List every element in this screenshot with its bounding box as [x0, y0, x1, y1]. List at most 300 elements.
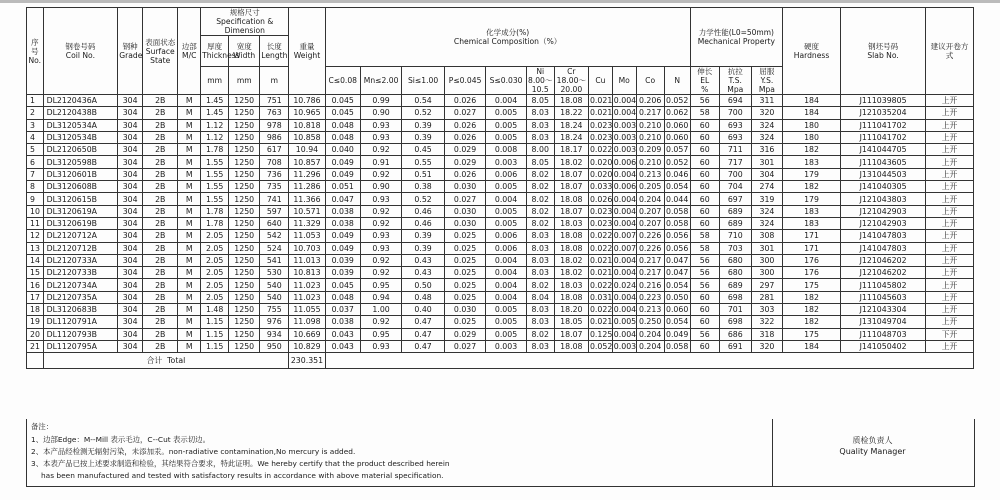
cell-edge: M — [178, 168, 201, 180]
cell-s: 0.005 — [486, 217, 526, 229]
cell-p: 0.026 — [444, 95, 485, 107]
note-line-1: 1、边部Edge：M--Mill 表示毛边，C--Cut 表示切边。 — [31, 435, 210, 444]
cell-mo: 0.004 — [613, 329, 637, 339]
table-header — [27, 8, 974, 95]
cell-s: 0.005 — [486, 205, 526, 217]
cell-p: 0.025 — [444, 242, 485, 254]
thickness-header: 厚度 Thickness — [201, 36, 229, 67]
cell-w: 1250 — [229, 156, 260, 168]
cell-s: 0.004 — [486, 254, 526, 266]
cell-hd: 179 — [783, 193, 841, 205]
table-row — [27, 316, 974, 328]
cell-t: 1.55 — [201, 181, 229, 193]
cell-open: 上开 — [926, 230, 974, 242]
cell-co: 0.223 — [636, 291, 664, 303]
cell-si: 0.39 — [402, 131, 445, 143]
cell-co: 0.217 — [636, 107, 664, 119]
cell-grade: 304 — [118, 279, 143, 291]
cell-mn: 0.92 — [360, 217, 401, 229]
cr-header: Cr 18.00～20.00 — [554, 67, 588, 95]
cell-co: 0.206 — [636, 95, 664, 107]
cell-co: 0.204 — [636, 340, 664, 352]
cell-si: 0.39 — [402, 242, 445, 254]
cell-ni: 8.03 — [526, 316, 554, 328]
cell-c: 0.038 — [325, 316, 360, 328]
cell-mo: 0.007 — [613, 243, 637, 253]
cell-n: 0.056 — [665, 243, 689, 253]
cell-t: 1.15 — [201, 328, 229, 340]
total-blank — [27, 353, 44, 369]
cell-si: 0.50 — [402, 279, 445, 291]
cell-w: 1250 — [229, 144, 260, 156]
cell-l: 540 — [260, 291, 289, 303]
cell-cr: 18.02 — [554, 156, 588, 168]
cell-coil: DL3120534B — [43, 131, 118, 143]
cell-ni: 8.03 — [526, 267, 554, 279]
cell-ts: 704 — [719, 181, 751, 193]
cell-mo: 0.004 — [613, 219, 637, 229]
cell-ts: 689 — [719, 279, 751, 291]
cell-ts: 680 — [719, 267, 751, 279]
cell-cr: 18.08 — [554, 242, 588, 254]
cell-wt: 11.013 — [289, 254, 325, 266]
cell-surface: 2B — [143, 181, 178, 193]
cell-p: 0.025 — [444, 291, 485, 303]
cell-c: 0.048 — [325, 131, 360, 143]
cell-mn: 0.90 — [360, 107, 401, 119]
cell-slab: J141050402 — [841, 340, 926, 352]
mo-header: Mo — [612, 67, 636, 95]
cell-co: 0.226 — [636, 242, 664, 254]
cell-c: 0.038 — [325, 217, 360, 229]
cell-no: 2 — [27, 107, 44, 119]
cell-hd: 171 — [783, 230, 841, 242]
cell-s: 0.005 — [486, 316, 526, 328]
cell-no: 16 — [27, 279, 44, 291]
cell-p: 0.029 — [444, 144, 485, 156]
cell-coil: DL2120733B — [43, 267, 118, 279]
cell-el: 58 — [690, 242, 719, 254]
cell-ni: 8.00 — [526, 144, 554, 156]
cell-ni: 8.03 — [526, 131, 554, 143]
cell-surface: 2B — [143, 316, 178, 328]
cell-s: 0.006 — [486, 242, 526, 254]
mn-header: Mn≤2.00 — [360, 67, 401, 95]
cell-p: 0.030 — [444, 205, 485, 217]
cell-hd: 183 — [783, 205, 841, 217]
cell-coil: DL2120733A — [43, 254, 118, 266]
cell-si: 0.43 — [402, 267, 445, 279]
cell-l: 986 — [260, 131, 289, 143]
cell-wt: 10.94 — [289, 144, 325, 156]
cell-w: 1250 — [229, 340, 260, 352]
cell-ys: 311 — [751, 95, 782, 107]
table-row — [27, 205, 974, 217]
cell-l: 751 — [260, 95, 289, 107]
cell-cu: 0.021 — [589, 317, 613, 327]
cell-no: 13 — [27, 242, 44, 254]
cell-s: 0.004 — [486, 291, 526, 303]
cell-grade: 304 — [118, 291, 143, 303]
cell-mn: 0.93 — [360, 193, 401, 205]
cell-c: 0.043 — [325, 328, 360, 340]
cell-el: 60 — [690, 205, 719, 217]
cell-mo: 0.003 — [613, 342, 637, 352]
cell-ts: 693 — [719, 131, 751, 143]
cell-mo: 0.004 — [613, 108, 637, 118]
cell-no: 17 — [27, 291, 44, 303]
cell-slab: J121042903 — [841, 205, 926, 217]
cell-open: 下开 — [926, 328, 974, 340]
cell-open: 上开 — [926, 217, 974, 229]
cell-slab: J141047803 — [841, 242, 926, 254]
cell-c: 0.038 — [325, 205, 360, 217]
cell-wt: 10.965 — [289, 107, 325, 119]
cell-s: 0.005 — [486, 107, 526, 119]
cell-co: 0.217 — [636, 254, 664, 266]
cell-coil: DL2120712A — [43, 230, 118, 242]
cell-grade: 304 — [118, 328, 143, 340]
cell-ts: 710 — [719, 230, 751, 242]
cell-p: 0.027 — [444, 193, 485, 205]
cell-wt: 10.858 — [289, 131, 325, 143]
cell-cr: 18.22 — [554, 107, 588, 119]
cell-p: 0.025 — [444, 267, 485, 279]
note-line-2: 2、本产品经检测无辐射污染，未添加汞。non-radiative contamination,No mercury is added. — [31, 447, 356, 456]
cell-grade: 304 — [118, 230, 143, 242]
cell-open: 上开 — [926, 181, 974, 193]
cell-mn: 0.90 — [360, 181, 401, 193]
cell-el: 60 — [690, 181, 719, 193]
cell-ni: 8.02 — [526, 168, 554, 180]
cell-cr: 18.05 — [554, 316, 588, 328]
cell-l: 541 — [260, 254, 289, 266]
cell-open: 上开 — [926, 144, 974, 156]
cell-mo: 0.004 — [613, 305, 637, 315]
cell-hd: 179 — [783, 168, 841, 180]
cell-no: 19 — [27, 316, 44, 328]
cell-w: 1250 — [229, 119, 260, 131]
cell-wt: 10.857 — [289, 156, 325, 168]
cell-cu: 0.023 — [589, 120, 613, 130]
cell-c: 0.045 — [325, 95, 360, 107]
cell-cr: 18.08 — [554, 340, 588, 352]
cell-p: 0.027 — [444, 340, 485, 352]
cell-surface: 2B — [143, 230, 178, 242]
cell-open: 上开 — [926, 168, 974, 180]
cell-t: 1.15 — [201, 316, 229, 328]
cell-co: 0.210 — [636, 131, 664, 143]
cell-w: 1250 — [229, 316, 260, 328]
cell-grade: 304 — [118, 217, 143, 229]
cell-c: 0.049 — [325, 242, 360, 254]
cell-l: 640 — [260, 217, 289, 229]
coil-header: 钢卷号码 Coil No. — [43, 8, 118, 95]
cell-n: 0.058 — [665, 206, 689, 216]
cell-mo: 0.003 — [613, 120, 637, 130]
cell-ys: 308 — [751, 230, 782, 242]
cell-ts: 697 — [719, 193, 751, 205]
cell-c: 0.037 — [325, 304, 360, 316]
edge-header: 边部 M/C — [178, 8, 201, 95]
cell-mn: 0.92 — [360, 316, 401, 328]
cell-t: 1.12 — [201, 119, 229, 131]
cell-ni: 8.02 — [526, 217, 554, 229]
cell-no: 4 — [27, 131, 44, 143]
cell-open: 上开 — [926, 267, 974, 279]
cell-no: 6 — [27, 156, 44, 168]
cell-ts: 680 — [719, 254, 751, 266]
cell-c: 0.045 — [325, 107, 360, 119]
cell-cr: 18.08 — [554, 291, 588, 303]
cell-edge: M — [178, 156, 201, 168]
cell-co: 0.210 — [636, 156, 664, 168]
cell-p: 0.025 — [444, 230, 485, 242]
cell-coil: DL3120601B — [43, 168, 118, 180]
cell-si: 0.39 — [402, 230, 445, 242]
el-header: 伸长 EL % — [690, 67, 719, 95]
cell-el: 60 — [690, 131, 719, 143]
cell-si: 0.47 — [402, 316, 445, 328]
cell-t: 1.48 — [201, 304, 229, 316]
cell-l: 978 — [260, 119, 289, 131]
total-filler — [325, 353, 973, 369]
cell-hd: 184 — [783, 107, 841, 119]
cell-edge: M — [178, 217, 201, 229]
cell-n: 0.057 — [665, 145, 689, 155]
cell-wt: 11.329 — [289, 217, 325, 229]
cell-slab: J141044705 — [841, 144, 926, 156]
cell-w: 1250 — [229, 181, 260, 193]
notes-box — [26, 419, 773, 487]
cell-co: 0.210 — [636, 119, 664, 131]
cell-mn: 0.93 — [360, 119, 401, 131]
width-unit: mm — [229, 67, 260, 95]
cell-slab: J121042903 — [841, 217, 926, 229]
cell-grade: 304 — [118, 267, 143, 279]
cell-cr: 18.07 — [554, 181, 588, 193]
quality-manager-box — [771, 419, 975, 487]
cell-c: 0.049 — [325, 156, 360, 168]
cell-edge: M — [178, 254, 201, 266]
cell-t: 1.45 — [201, 95, 229, 107]
cell-wt: 10.669 — [289, 328, 325, 340]
cell-w: 1250 — [229, 267, 260, 279]
cell-t: 2.05 — [201, 254, 229, 266]
table-body — [27, 95, 974, 353]
cell-p: 0.026 — [444, 168, 485, 180]
cell-s: 0.003 — [486, 340, 526, 352]
cell-surface: 2B — [143, 267, 178, 279]
cell-ni: 8.03 — [526, 230, 554, 242]
cell-n: 0.060 — [665, 305, 689, 315]
cell-p: 0.030 — [444, 181, 485, 193]
cell-co: 0.205 — [636, 181, 664, 193]
cell-edge: M — [178, 316, 201, 328]
cell-ts: 703 — [719, 242, 751, 254]
cell-t: 1.45 — [201, 107, 229, 119]
cell-cu: 0.020 — [589, 157, 613, 167]
cell-mn: 0.99 — [360, 95, 401, 107]
cell-ys: 320 — [751, 107, 782, 119]
cell-c: 0.048 — [325, 291, 360, 303]
cell-ts: 711 — [719, 144, 751, 156]
cell-no: 7 — [27, 168, 44, 180]
cell-surface: 2B — [143, 242, 178, 254]
cell-l: 763 — [260, 107, 289, 119]
cell-open: 上开 — [926, 156, 974, 168]
cell-surface: 2B — [143, 205, 178, 217]
cell-mo: 0.006 — [613, 182, 637, 192]
cell-mo: 0.007 — [613, 231, 637, 241]
cell-surface: 2B — [143, 168, 178, 180]
cell-wt: 11.366 — [289, 193, 325, 205]
cell-no: 12 — [27, 230, 44, 242]
cell-coil: DL1120791A — [43, 316, 118, 328]
cell-mo: 0.004 — [613, 256, 637, 265]
cell-surface: 2B — [143, 254, 178, 266]
cell-n: 0.060 — [665, 133, 689, 143]
cell-w: 1250 — [229, 131, 260, 143]
cell-mo: 0.006 — [613, 157, 637, 167]
cell-c: 0.039 — [325, 254, 360, 266]
cell-el: 60 — [690, 119, 719, 131]
cell-n: 0.058 — [665, 342, 689, 352]
cell-surface: 2B — [143, 291, 178, 303]
cell-hd: 183 — [783, 156, 841, 168]
cell-t: 2.05 — [201, 242, 229, 254]
cell-p: 0.030 — [444, 217, 485, 229]
cell-cu: 0.022 — [589, 280, 613, 290]
table-row — [27, 254, 974, 266]
cell-si: 0.48 — [402, 291, 445, 303]
cell-slab: J131049704 — [841, 316, 926, 328]
cell-no: 15 — [27, 267, 44, 279]
cell-coil: DL3120683B — [43, 304, 118, 316]
cell-mn: 0.95 — [360, 328, 401, 340]
cell-n: 0.050 — [665, 292, 689, 302]
cell-mo: 0.005 — [613, 317, 637, 327]
cell-c: 0.040 — [325, 144, 360, 156]
cell-no: 14 — [27, 254, 44, 266]
length-unit: m — [260, 67, 289, 95]
cell-ys: 301 — [751, 242, 782, 254]
cell-coil: DL2120438B — [43, 107, 118, 119]
cell-surface: 2B — [143, 340, 178, 352]
cell-open: 上开 — [926, 205, 974, 217]
cell-si: 0.43 — [402, 254, 445, 266]
cell-n: 0.047 — [665, 256, 689, 265]
cell-mn: 0.93 — [360, 242, 401, 254]
cell-coil: DL1120793B — [43, 328, 118, 340]
cell-t: 1.78 — [201, 144, 229, 156]
cell-ts: 698 — [719, 316, 751, 328]
material-certificate-table — [26, 7, 974, 369]
cell-cr: 18.24 — [554, 119, 588, 131]
cell-s: 0.006 — [486, 168, 526, 180]
cell-si: 0.52 — [402, 193, 445, 205]
cell-no: 3 — [27, 119, 44, 131]
cell-hd: 182 — [783, 304, 841, 316]
cell-el: 60 — [690, 316, 719, 328]
cell-edge: M — [178, 242, 201, 254]
cell-ts: 689 — [719, 217, 751, 229]
cell-el: 60 — [690, 168, 719, 180]
cell-surface: 2B — [143, 119, 178, 131]
cell-p: 0.026 — [444, 119, 485, 131]
cell-hd: 175 — [783, 279, 841, 291]
cell-open: 上开 — [926, 279, 974, 291]
cell-grade: 304 — [118, 131, 143, 143]
weight-header: 重量 Weight — [289, 8, 325, 95]
cell-mo: 0.004 — [613, 169, 637, 179]
cell-no: 11 — [27, 217, 44, 229]
table-row — [27, 304, 974, 316]
cell-edge: M — [178, 131, 201, 143]
cell-cu: 0.021 — [589, 96, 613, 106]
cell-ni: 8.02 — [526, 193, 554, 205]
cell-n: 0.054 — [665, 317, 689, 327]
cell-s: 0.005 — [486, 119, 526, 131]
cell-no: 1 — [27, 95, 44, 107]
cell-c: 0.049 — [325, 230, 360, 242]
cell-ys: 324 — [751, 217, 782, 229]
cell-t: 2.05 — [201, 267, 229, 279]
cell-edge: M — [178, 304, 201, 316]
cell-wt: 11.023 — [289, 279, 325, 291]
cell-slab: J141040305 — [841, 181, 926, 193]
ts-header: 抗拉 T.S. Mpa — [719, 67, 751, 95]
cell-co: 0.250 — [636, 316, 664, 328]
cell-grade: 304 — [118, 193, 143, 205]
cell-hd: 176 — [783, 267, 841, 279]
cell-edge: M — [178, 205, 201, 217]
cell-si: 0.51 — [402, 168, 445, 180]
cell-w: 1250 — [229, 328, 260, 340]
cell-edge: M — [178, 95, 201, 107]
cell-ys: 301 — [751, 156, 782, 168]
cell-n: 0.052 — [665, 157, 689, 167]
cell-cu: 0.021 — [589, 108, 613, 118]
cell-surface: 2B — [143, 304, 178, 316]
cell-co: 0.216 — [636, 279, 664, 291]
cell-open: 上开 — [926, 254, 974, 266]
cell-ts: 700 — [719, 168, 751, 180]
cell-el: 58 — [690, 107, 719, 119]
cell-w: 1250 — [229, 168, 260, 180]
table-row — [27, 119, 974, 131]
cell-ys: 322 — [751, 316, 782, 328]
cell-co: 0.207 — [636, 205, 664, 217]
cell-w: 1250 — [229, 230, 260, 242]
cell-wt: 11.296 — [289, 168, 325, 180]
cell-grade: 304 — [118, 119, 143, 131]
cell-cr: 18.07 — [554, 328, 588, 340]
cell-co: 0.217 — [636, 267, 664, 279]
quality-manager-en: Quality Manager — [839, 447, 906, 456]
cell-surface: 2B — [143, 131, 178, 143]
cell-cr: 18.02 — [554, 267, 588, 279]
cell-ni: 8.05 — [526, 156, 554, 168]
cell-s: 0.008 — [486, 144, 526, 156]
table-row — [27, 193, 974, 205]
cell-p: 0.025 — [444, 254, 485, 266]
cell-n: 0.060 — [665, 120, 689, 130]
cell-surface: 2B — [143, 156, 178, 168]
cell-l: 736 — [260, 168, 289, 180]
cell-n: 0.047 — [665, 268, 689, 278]
cell-cr: 18.08 — [554, 95, 588, 107]
